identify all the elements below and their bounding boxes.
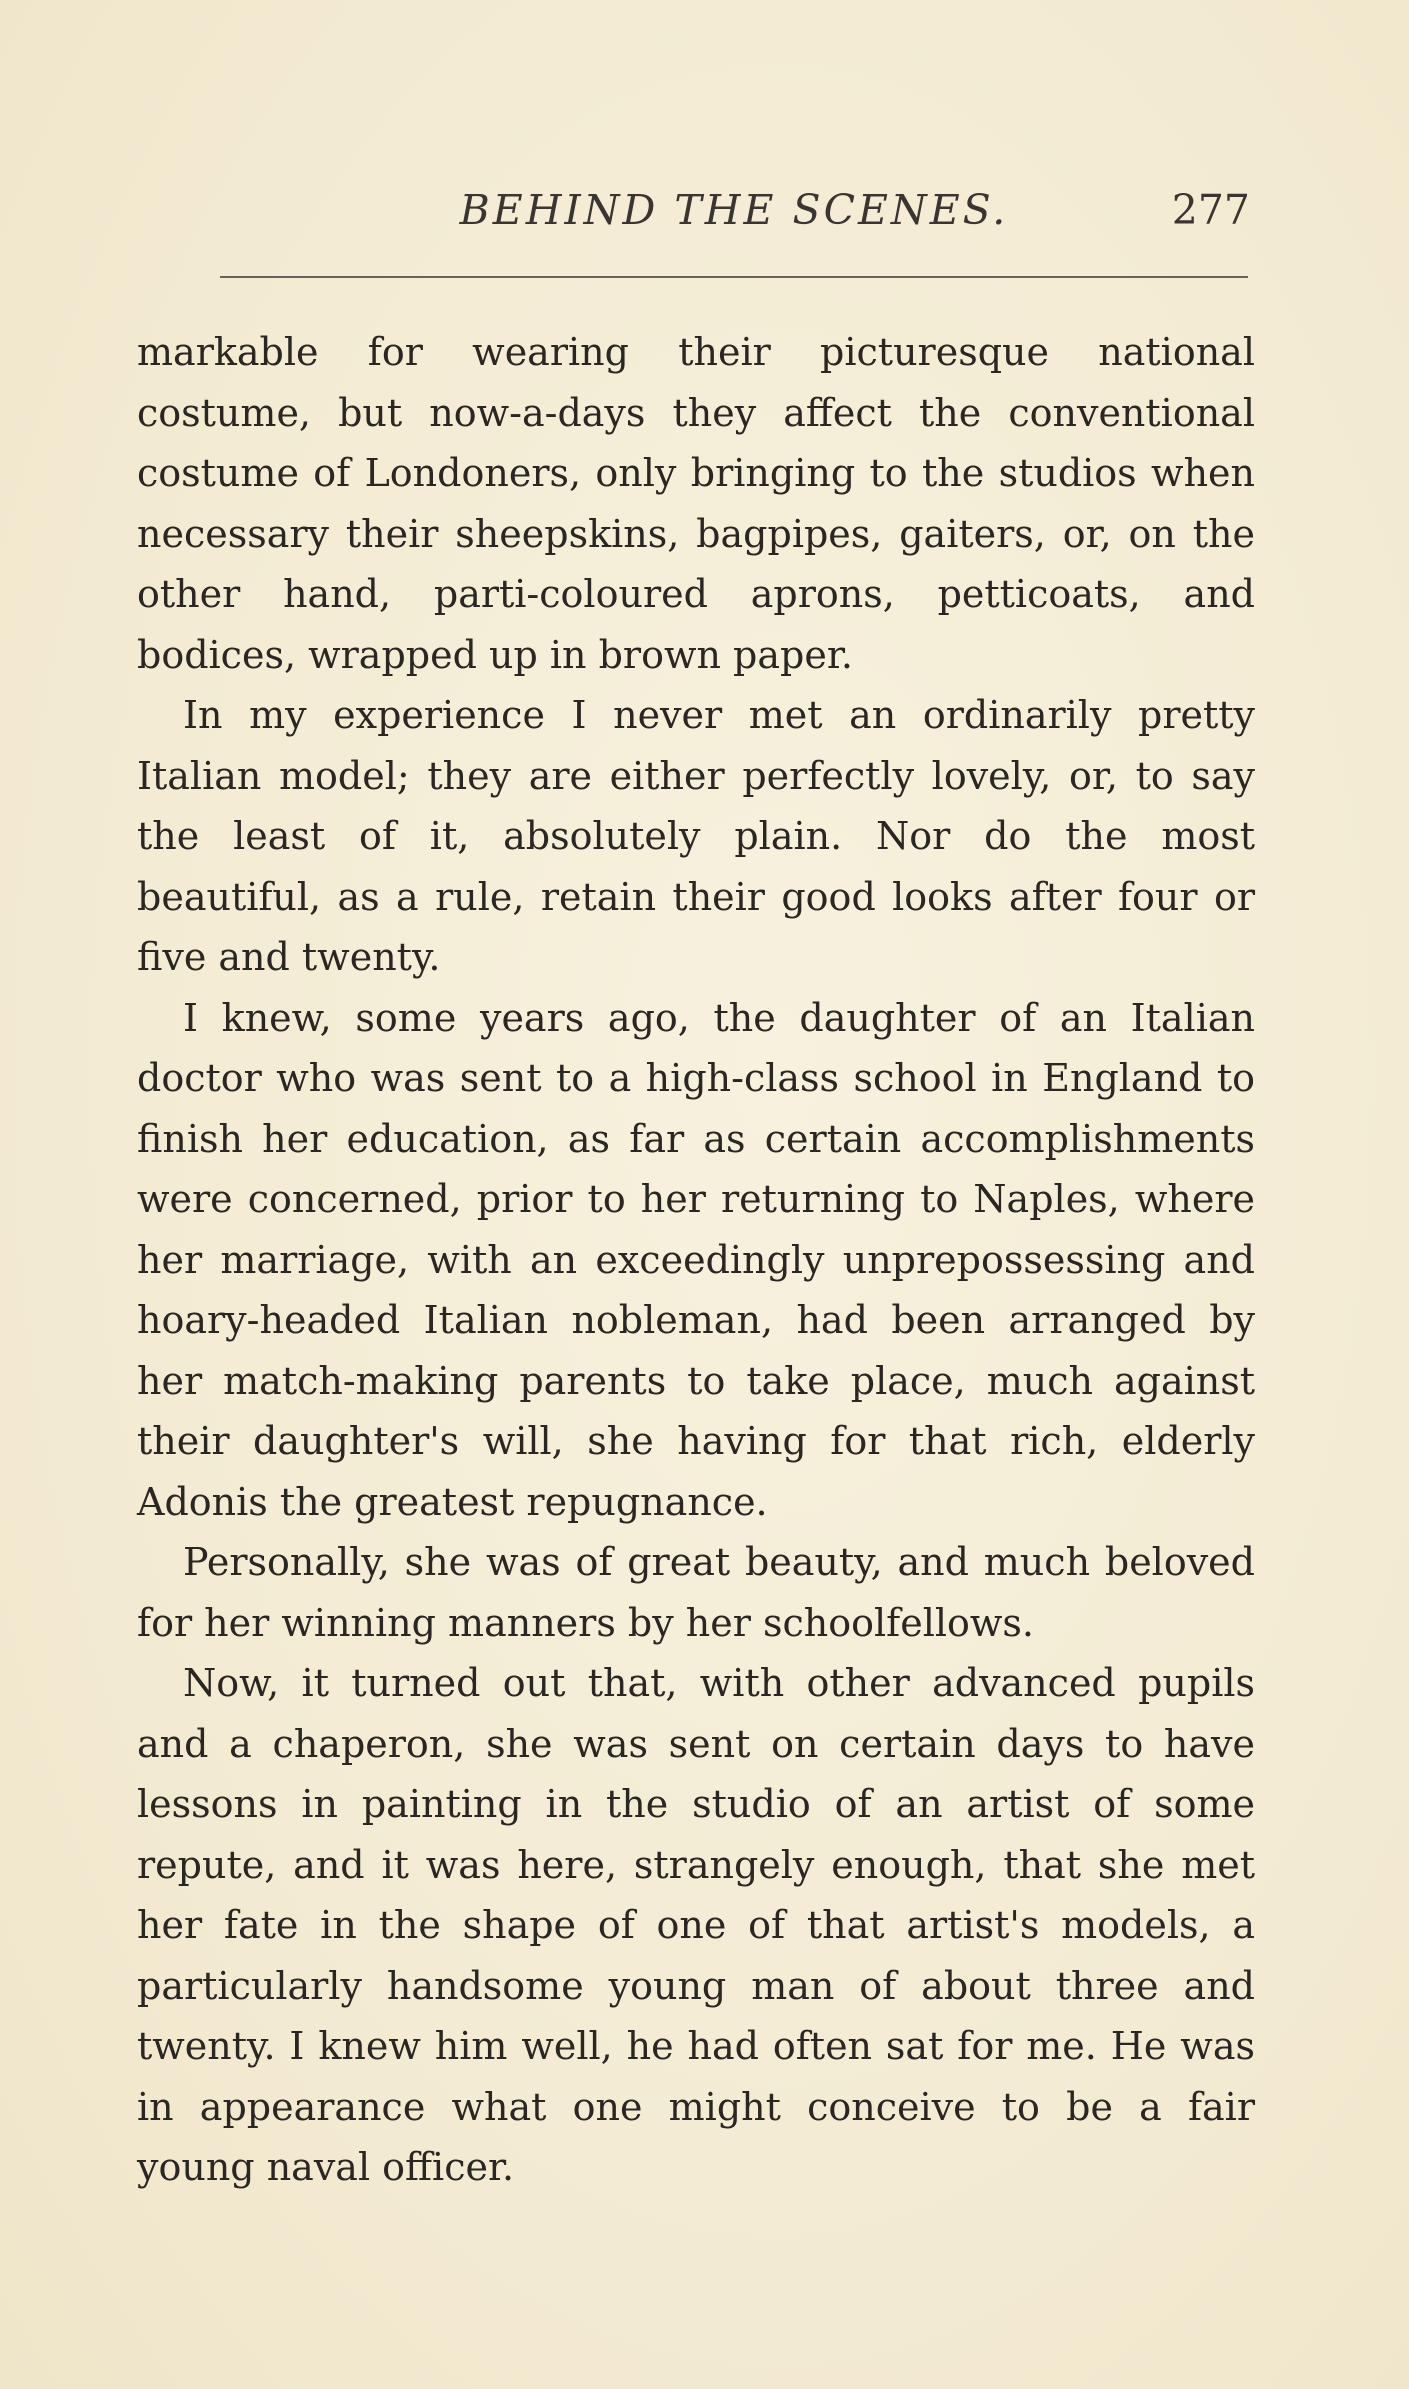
body-text	[137, 322, 1255, 2198]
running-head	[218, 186, 1250, 246]
paragraph: I knew, some years ago, the daughter of an Italian doctor who was sent to a high-class school in England to finish her education, as far as certain accomplishments were concerned, prior to her returning to Naples, where her marriage, with an exceedingly unprepossessing and hoary-headed Italian nobleman, had been arranged by her match-making parents to take place, much against their daughter's will, she having for that rich, elderly Adonis the greatest repugnance.	[137, 995, 1255, 1524]
running-title: BEHIND THE SCENES.	[459, 186, 1009, 234]
header-rule	[220, 276, 1248, 278]
page-number: 277	[1171, 186, 1250, 234]
paragraph: In my experience I never met an ordinarily pretty Italian model; they are either perfectly lovely, or, to say the least of it, absolutely plain. Nor do the most beautiful, as a rule, retain their good looks after four or five and twenty.	[137, 693, 1255, 979]
paragraph: Personally, she was of great beauty, and much beloved for her winning manners by her schoolfellows.	[137, 1540, 1255, 1645]
paragraph-continued: markable for wearing their picturesque national costume, but now-a-days they affect the conventional costume of Londoners, only bringing to the studios when necessary their sheepskins, bagpipes, gaiters, or, on the other hand, parti-coloured aprons, petticoats, and bodices, wrapped up in brown paper.	[137, 330, 1255, 677]
paragraph: Now, it turned out that, with other advanced pupils and a chaperon, she was sent on certain days to have lessons in painting in the studio of an artist of some repute, and it was here, strangely enough, that she met her fate in the shape of one of that artist's models, a particularly handsome young man of about three and twenty. I knew him well, he had often sat for me. He was in appearance what one might conceive to be a fair young naval officer.	[137, 1661, 1255, 2189]
